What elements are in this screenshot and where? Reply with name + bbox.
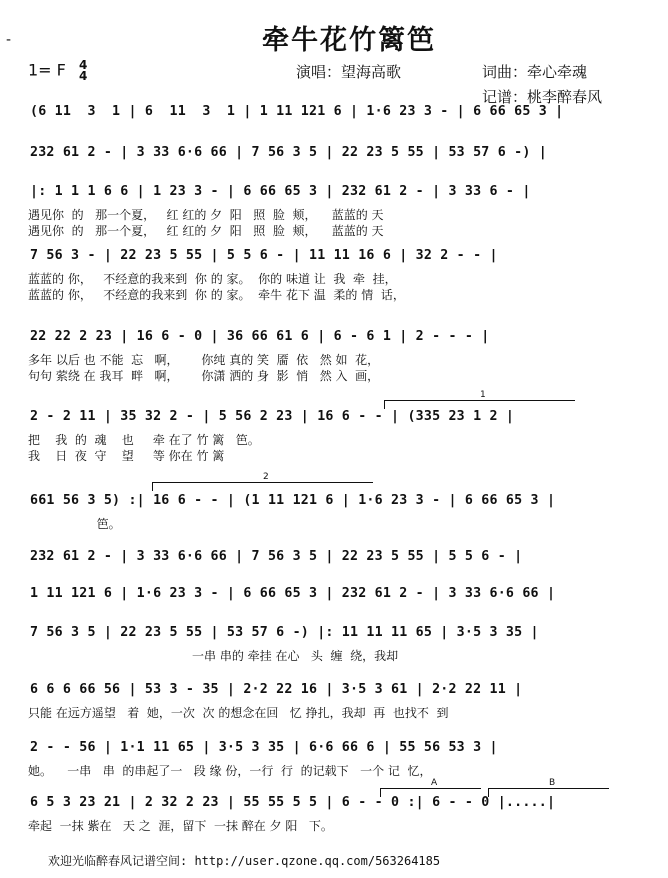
notation-line: |: 1 1 1 6 6 | 1 23 3 - | 6 66 65 3 | 232 61 2 - | 3 33 6 - | <box>30 184 531 199</box>
lyric-line: 遇见你 的 那一个夏， 红 红的 夕 阳 照 脸 颊， 蓝蓝的 天 <box>28 208 384 222</box>
notation-line: (6 11 3 1 | 6 11 3 1 | 1 11 121 6 | 1·6 23 3 - | 6 66 65 3 | <box>30 104 564 119</box>
footer-text: 欢迎光临醉春风记谱空间: http://user.qzone.qq.com/563264185 <box>48 854 441 868</box>
notation-line: 7 56 3 - | 22 23 5 55 | 5 5 6 - | 11 11 16 6 | 32 2 - - | <box>30 248 498 263</box>
notation-line: 2 - 2 11 | 35 32 2 - | 5 56 2 23 | 16 6 - - | (335 23 1 2 | <box>30 409 515 424</box>
notation-line: 232 61 2 - | 3 33 6·6 66 | 7 56 3 5 | 22 23 5 55 | 53 57 6 -) | <box>30 145 547 160</box>
lyric-line: 把 我 的 魂 也 牵 在了 竹 篱 笆。 <box>28 433 260 447</box>
lyric-line: 多年 以后 也 不能 忘 啊， 你纯 真的 笑 靥 依 然 如 花， <box>28 353 380 367</box>
meter-bottom: 4 <box>78 69 88 83</box>
notation-line: 2 - - 56 | 1·1 11 65 | 3·5 3 35 | 6·6 66 6 | 55 56 53 3 | <box>30 740 498 755</box>
volta-1: 1 <box>384 400 575 409</box>
notation-line: 661 56 3 5) :| 16 6 - - | (1 11 121 6 | 1·6 23 3 - | 6 66 65 3 | <box>30 493 556 508</box>
key-label: 1= F <box>28 60 66 80</box>
volta-b: B <box>488 788 609 797</box>
notation-line: 7 56 3 5 | 22 23 5 55 | 53 57 6 -) |: 11 11 11 65 | 3·5 3 35 | <box>30 625 539 640</box>
lyric-line: 她。 一串 串 的串起了一 段 缘 份，一行 行 的记载下 一个 记 忆， <box>28 764 432 778</box>
lyric-line: 只能 在远方遥望 着 她，一次 次 的想念在回 忆 挣扎，我却 再 也找不 到 <box>28 706 449 720</box>
volta-2: 2 <box>152 482 373 491</box>
notation-line: 1 11 121 6 | 1·6 23 3 - | 6 66 65 3 | 232 61 2 - | 3 33 6·6 66 | <box>30 586 556 601</box>
lyric-line: 牵起 一抹 紫在 天 之 涯，留下 一抹 醉在 夕 阳 下。 <box>28 819 333 833</box>
lyric-line: 蓝蓝的 你， 不经意的我来到 你 的 家。 你的 味道 让 我 牵 挂， <box>28 272 397 286</box>
notation-line: 6 5 3 23 21 | 2 32 2 23 | 55 55 5 5 | 6 - - 0 :| 6 - - 0 |.....| <box>30 795 556 810</box>
notation-line: 22 22 2 23 | 16 6 - 0 | 36 66 61 6 | 6 - 6 1 | 2 - - - | <box>30 329 490 344</box>
lyric-line: 句句 萦绕 在 我耳 畔 啊， 你潇 洒的 身 影 悄 然 入 画， <box>28 369 380 383</box>
lyric-line: 遇见你 的 那一个夏， 红 红的 夕 阳 照 脸 颊， 蓝蓝的 天 <box>28 224 384 238</box>
notation-line: 6 6 6 66 56 | 53 3 - 35 | 2·2 22 16 | 3·5 3 61 | 2·2 22 11 | <box>30 682 523 697</box>
lyric-line: 一串 串的 牵挂 在心 头 缠 绕，我却 <box>28 649 399 663</box>
lyric-line: 我 日 夜 守 望 等 你在 竹 篱 <box>28 449 225 463</box>
key-signature <box>28 60 87 82</box>
meter-top: 4 <box>78 58 88 72</box>
volta-a: A <box>380 788 481 797</box>
time-signature <box>79 60 87 82</box>
lyricist-credit: 词曲：牵心牵魂 <box>482 63 588 81</box>
singer-credit: 演唱：望海高歌 <box>296 63 402 81</box>
lyric-line: 笆。 <box>28 517 121 531</box>
notator-credit: 记谱：桃李醉春风 <box>482 88 603 106</box>
notation-line: 232 61 2 - | 3 33 6·6 66 | 7 56 3 5 | 22 23 5 55 | 5 5 6 - | <box>30 549 523 564</box>
lyric-line: 蓝蓝的 你， 不经意的我来到 你 的 家。 牵牛 花下 温 柔的 情 话， <box>28 288 405 302</box>
margin-dash: - <box>6 32 12 48</box>
song-title: 牵牛花竹篱笆 <box>262 25 436 56</box>
